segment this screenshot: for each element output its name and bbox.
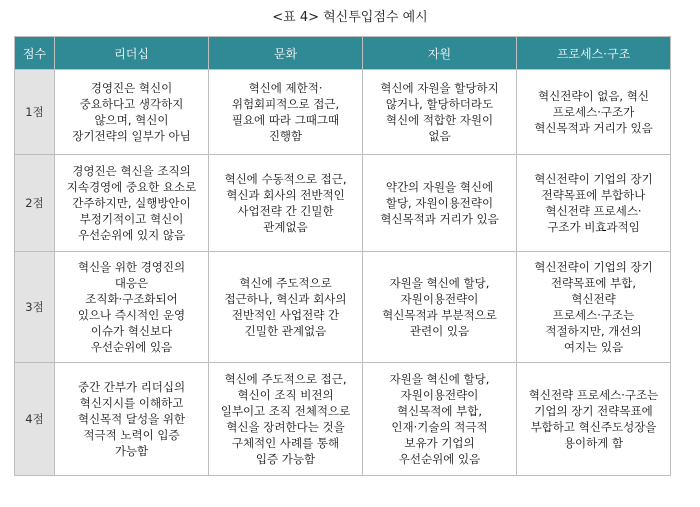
- score-cell: 4점: [15, 363, 55, 476]
- leadership-cell: 경영진은 혁신을 조직의 지속경영에 중요한 요소로 간주하지만, 실행방안이 부정기적이고 혁신이 우선순위에 있지 않음: [55, 155, 209, 252]
- culture-cell: 혁신에 주도적으로 접근하나, 혁신과 회사의 전반적인 사업전략 간 긴밀한 관계없음: [209, 252, 363, 363]
- table-row: [15, 70, 671, 155]
- score-cell: 1점: [15, 70, 55, 155]
- table-title: <표 4> 혁신투입점수 예시: [272, 10, 428, 25]
- score-cell: 3점: [15, 252, 55, 363]
- header-row: [15, 37, 671, 70]
- resources-cell: 자원을 혁신에 할당, 자원이용전략이 혁신목적에 부합, 인재·기술의 적극적 보유가 기업의 우선순위에 있음: [363, 363, 517, 476]
- resources-cell: 약간의 자원을 혁신에 할당, 자원이용전략이 혁신목적과 거리가 있음: [363, 155, 517, 252]
- leadership-cell: 중간 간부가 리더십의 혁신지시를 이해하고 혁신목적 달성을 위한 적극적 노력이 입증 가능함: [55, 363, 209, 476]
- table-row: [15, 363, 671, 476]
- culture-cell: 혁신에 제한적· 위험회피적으로 접근, 필요에 따라 그때그때 진행함: [209, 70, 363, 155]
- resources-cell: 혁신에 자원을 할당하지 않거나, 할당하더라도 혁신에 적합한 자원이 없음: [363, 70, 517, 155]
- header-resources: 자원: [363, 37, 517, 70]
- table-row: [15, 155, 671, 252]
- culture-cell: 혁신에 주도적으로 접근, 혁신이 조직 비전의 일부이고 조직 전체적으로 혁신을 장려한다는 것을 구체적인 사례를 통해 입증 가능함: [209, 363, 363, 476]
- process-structure-cell: 혁신전략이 기업의 장기 전략목표에 부합, 혁신전략 프로세스·구조는 적절하지만, 개선의 여지는 있음: [517, 252, 671, 363]
- innovation-input-score-table: [14, 36, 671, 476]
- leadership-cell: 혁신을 위한 경영진의 대응은 조직화·구조화되어 있으나 즉시적인 운영 이슈가 혁신보다 우선순위에 있음: [55, 252, 209, 363]
- process-structure-cell: 혁신전략 프로세스·구조는 기업의 장기 전략목표에 부합하고 혁신주도성장을 용이하게 함: [517, 363, 671, 476]
- header-leadership: 리더십: [55, 37, 209, 70]
- culture-cell: 혁신에 수동적으로 접근, 혁신과 회사의 전반적인 사업전략 간 긴밀한 관계없음: [209, 155, 363, 252]
- score-cell: 2점: [15, 155, 55, 252]
- process-structure-cell: 혁신전략이 없음, 혁신 프로세스·구조가 혁신목적과 거리가 있음: [517, 70, 671, 155]
- header-process-structure: 프로세스·구조: [517, 37, 671, 70]
- leadership-cell: 경영진은 혁신이 중요하다고 생각하지 않으며, 혁신이 장기전략의 일부가 아님: [55, 70, 209, 155]
- table-row: [15, 252, 671, 363]
- resources-cell: 자원을 혁신에 할당, 자원이용전략이 혁신목적과 부분적으로 관련이 있음: [363, 252, 517, 363]
- header-score: 점수: [15, 37, 55, 70]
- process-structure-cell: 혁신전략이 기업의 장기 전략목표에 부합하나 혁신전략 프로세스· 구조가 비효과적임: [517, 155, 671, 252]
- header-culture: 문화: [209, 37, 363, 70]
